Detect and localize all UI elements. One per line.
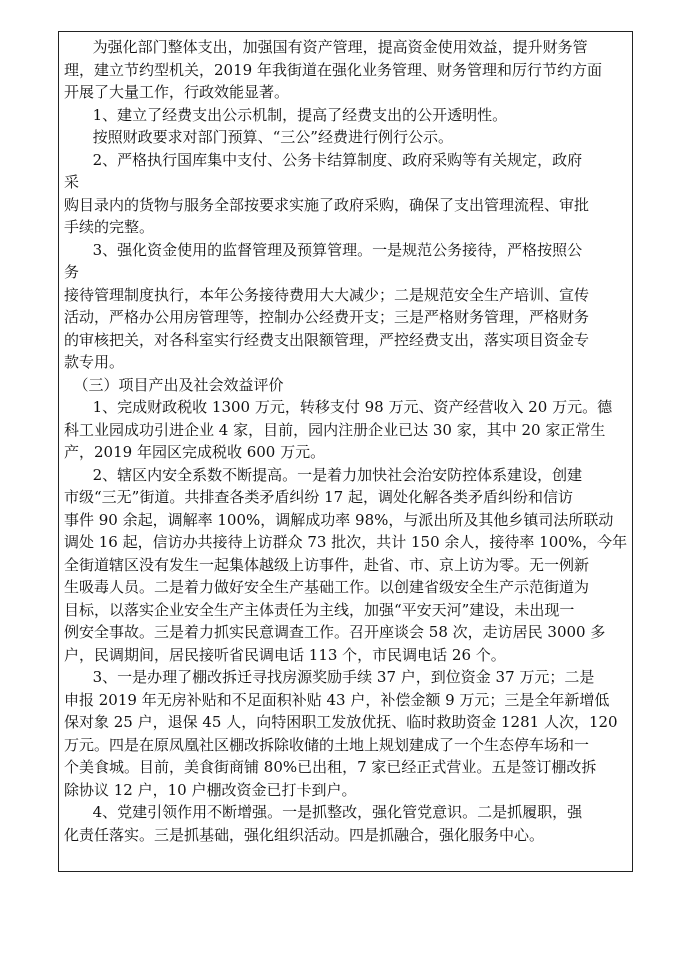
text-line: 个美食城。目前，美食街商铺 80%已出租，7 家已经正式营业。五是签订棚改拆 xyxy=(64,758,597,776)
text-line: 为强化部门整体支出，加强国有资产管理，提高资金使用效益，提升财务管 xyxy=(64,38,588,56)
text-line: 万元。四是在原凤凰社区棚改拆除收储的土地上规划建成了一个生态停车场和一 xyxy=(64,735,590,754)
text-line: 除协议 12 户，10 户棚改资金已打卡到户。 xyxy=(64,780,357,799)
text-line: 的审核把关，对各科室实行经费支出限额管理，严控经费支出，落实项目资金专 xyxy=(64,330,590,349)
text-line: 3、强化资金使用的监督管理及预算管理。一是规范公务接待，严格按照公 xyxy=(64,240,583,259)
text-line: 购目录内的货物与服务全部按要求实施了政府采购，确保了支出管理流程、审批 xyxy=(64,195,590,214)
text-line: 2、辖区内安全系数不断提高。一是着力加快社会治安防控体系建设，创建 xyxy=(64,465,583,484)
text-line: 调处 16 起，信访办共接待上访群众 73 批次，共计 150 余人，接待率 100%，今年 xyxy=(64,533,627,551)
text-line: 按照财政要求对部门预算、“三公”经费进行例行公示。 xyxy=(64,128,453,146)
text-line: 化责任落实。三是抓基础，强化组织活动。四是抓融合，强化服务中心。 xyxy=(64,825,545,844)
text-line: 市级“三无”街道。共排查各类矛盾纠纷 17 起，调处化解各类矛盾纠纷和信访 xyxy=(64,488,573,506)
text-line: 理，建立节约型机关，2019 年我街道在强化业务管理、财务管理和厉行节约方面 xyxy=(64,60,602,79)
text-line: 活动，严格办公用房管理等，控制办公经费开支；三是严格财务管理，严格财务 xyxy=(64,308,590,326)
text-line: 事件 90 余起，调解率 100%，调解成功率 98%，与派出所及其他乡镇司法所联动 xyxy=(64,510,614,529)
text-line: 申报 2019 年无房补贴和不足面积补贴 43 户，补偿金额 9 万元；三是全年新增低 xyxy=(64,690,610,709)
text-line: 1、建立了经费支出公示机制，提高了经费支出的公开透明性。 xyxy=(64,105,508,124)
text-line: 例安全事故。三是着力抓实民意调查工作。召开座谈会 58 次，走访居民 3000 多 xyxy=(64,623,606,641)
text-line: 3、一是办理了棚改拆迁寻找房源奖励手续 37 户，到位资金 37 万元；二是 xyxy=(64,668,595,686)
text-line: 采 xyxy=(64,173,80,191)
text-line: 务 xyxy=(64,263,80,281)
text-line: （三）项目产出及社会效益评价 xyxy=(64,375,284,394)
text-line: 手续的完整。 xyxy=(64,218,155,236)
text-line: 目标，以落实企业安全生产主体责任为主线，加强“平安天河”建设，未出现一 xyxy=(64,600,575,619)
text-line: 产，2019 年园区完成税收 600 万元。 xyxy=(64,443,326,461)
text-line: 开展了大量工作，行政效能显著。 xyxy=(64,83,290,101)
text-line: 1、完成财政税收 1300 万元，转移支付 98 万元、资产经营收入 20 万元。德 xyxy=(64,398,613,416)
text-line: 科工业园成功引进企业 4 家，目前，园内注册企业已达 30 家，其中 20 家正常生 xyxy=(64,420,606,439)
text-line: 户，民调期间，居民接听省民调电话 113 个，市民调电话 26 个。 xyxy=(64,645,506,664)
text-line: 款专用。 xyxy=(64,353,125,371)
text-line: 2、严格执行国库集中支付、公务卡结算制度、政府采购等有关规定，政府 xyxy=(64,150,583,169)
text-line: 4、党建引领作用不断增强。一是抓整改，强化管党意识。二是抓履职，强 xyxy=(64,803,583,821)
document-body xyxy=(64,36,627,846)
text-line: 全街道辖区没有发生一起集体越级上访事件，赴省、市、京上访为零。无一例新 xyxy=(64,555,590,574)
text-line: 接待管理制度执行，本年公务接待费用大大减少；二是规范安全生产培训、宣传 xyxy=(64,285,590,304)
text-line: 保对象 25 户，退保 45 人，向特困职工发放优抚、临时救助资金 1281 人次，120 xyxy=(64,713,618,731)
text-line: 生吸毒人员。二是着力做好安全生产基础工作。以创建省级安全生产示范街道为 xyxy=(64,578,590,596)
